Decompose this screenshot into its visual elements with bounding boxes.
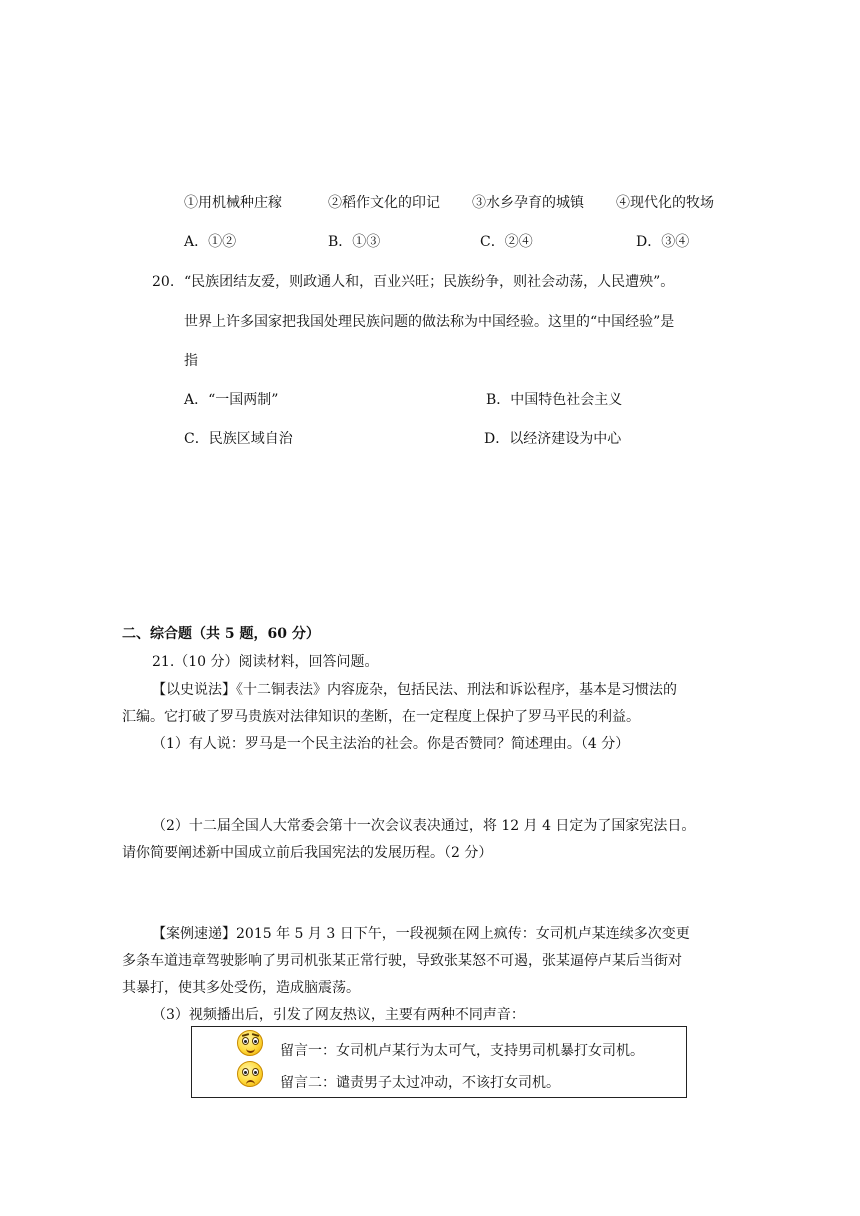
q20-option-b: B．中国特色社会主义	[486, 392, 623, 408]
q21-material-2-line-1: 【案例速递】2015 年 5 月 3 日下午，一段视频在网上疯传：女司机卢某连续多次变更	[152, 926, 690, 942]
q20-stem-line-2: 世界上许多国家把我国处理民族问题的做法称为中国经验。这里的“中国经验”是	[184, 314, 675, 330]
comments-box	[191, 1026, 687, 1098]
q19-item-2: ②稻作文化的印记	[328, 195, 440, 211]
q19-option-a: A．①②	[184, 234, 237, 250]
q21-material-2-line-3: 其暴打，使其多处受伤，造成脑震荡。	[122, 980, 360, 996]
q19-item-4: ④现代化的牧场	[616, 195, 714, 211]
q19-option-b: B．①③	[328, 234, 381, 250]
smirk-face-icon	[237, 1030, 263, 1056]
q20-stem-line-3: 指	[184, 353, 198, 369]
q21-sub-question-2-line-2: 请你简要阐述新中国成立前后我国宪法的发展历程。（2 分）	[122, 845, 493, 861]
q21-intro: 21.（10 分）阅读材料，回答问题。	[152, 654, 379, 670]
comment-two: 留言二：谴责男子太过冲动，不该打女司机。	[280, 1075, 560, 1091]
q21-sub-question-3: （3）视频播出后，引发了网友热议，主要有两种不同声音：	[152, 1007, 525, 1023]
q20-stem-line-1: “民族团结友爱，则政通人和，百业兴旺；民族纷争，则社会动荡，人民遭殃”。	[184, 274, 675, 290]
q20-option-d: D．以经济建设为中心	[484, 431, 622, 447]
q21-sub-question-1: （1）有人说：罗马是一个民主法治的社会。你是否赞同？简述理由。（4 分）	[152, 736, 630, 752]
worried-face-icon	[237, 1061, 263, 1087]
q19-item-1: ①用机械种庄稼	[184, 195, 282, 211]
section-title: 二、综合题（共 5 题，60 分）	[122, 626, 320, 642]
comment-one: 留言一：女司机卢某行为太可气，支持男司机暴打女司机。	[280, 1043, 644, 1059]
q19-option-c: C．②④	[480, 234, 533, 250]
q21-material-2-line-2: 多条车道违章驾驶影响了男司机张某正常行驶，导致张某怒不可遏，张某逼停卢某后当街对	[122, 953, 682, 969]
q21-sub-question-2-line-1: （2）十二届全国人大常委会第十一次会议表决通过，将 12 月 4 日定为了国家宪法日。	[152, 818, 696, 834]
q21-material-1-line-2: 汇编。它打破了罗马贵族对法律知识的垄断，在一定程度上保护了罗马平民的利益。	[122, 709, 640, 725]
q19-item-3: ③水乡孕育的城镇	[472, 195, 584, 211]
q19-option-d: D．③④	[636, 234, 690, 250]
q20-number: 20.	[152, 274, 175, 290]
q20-option-a: A．“一国两制”	[184, 392, 279, 408]
q20-option-c: C．民族区域自治	[184, 431, 293, 447]
q21-material-1-line-1: 【以史说法】《十二铜表法》内容庞杂，包括民法、刑法和诉讼程序，基本是习惯法的	[152, 682, 677, 698]
